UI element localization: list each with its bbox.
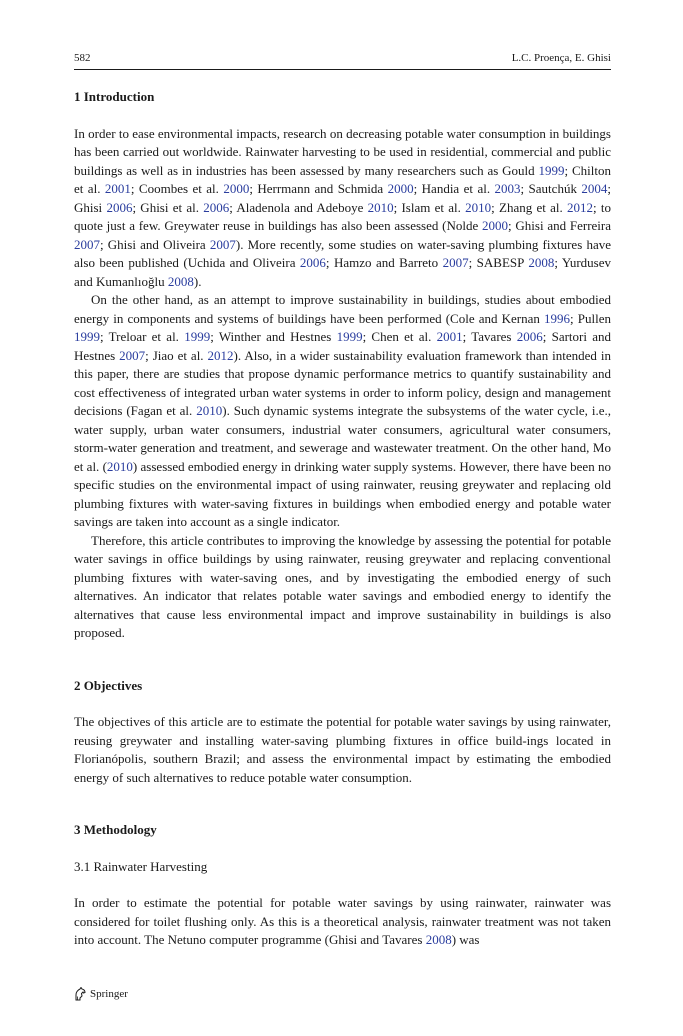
citation-link[interactable]: 1996 [544, 310, 571, 326]
publisher-name: Springer [90, 988, 128, 1000]
paragraph-intro-3: Therefore, this article contributes to improving the knowledge by assessing the potential for potable water savings in office buildings by using rainwater, reusing greywater and replacing conventional plumbing fixtures with water-saving ones, and by investigating the embodied energy of such alternatives. An indicator that relates potable water savings and embodied energy to identify the alternatives that cause less environmental impact and improve sustainability in buildings is also proposed. [74, 532, 611, 640]
running-header [74, 52, 611, 68]
subsection-heading-rainwater: 3.1 Rainwater Harvesting [74, 858, 208, 874]
citation-link[interactable]: 2010 [106, 458, 133, 474]
article-body [74, 88, 611, 950]
header-rule [74, 69, 611, 70]
page-number: 582 [74, 52, 91, 64]
citation-link[interactable]: 1999 [184, 329, 211, 344]
citation-link[interactable]: 2006 [516, 329, 543, 344]
citation-link[interactable]: 2001 [436, 329, 463, 344]
citation-link[interactable]: 2000 [387, 181, 414, 196]
citation-link[interactable]: 2001 [104, 181, 131, 196]
citation-link[interactable]: 2012 [207, 347, 234, 363]
section-heading-methodology: 3 Methodology [74, 822, 157, 837]
citation-link[interactable]: 2007 [74, 236, 100, 252]
citation-link[interactable]: 1999 [538, 162, 565, 178]
running-authors: L.C. Proença, E. Ghisi [511, 52, 611, 64]
section-heading-objectives: 2 Objectives [74, 677, 143, 693]
citation-link[interactable]: 2008 [425, 932, 452, 947]
citation-link[interactable]: 2004 [581, 181, 608, 196]
citation-link[interactable]: 2006 [299, 255, 326, 270]
citation-link[interactable]: 2006 [106, 199, 133, 215]
citation-link[interactable]: 2006 [203, 199, 230, 215]
citation-link[interactable]: 2000 [482, 218, 509, 233]
citation-link[interactable]: 2007 [119, 347, 146, 363]
citation-link[interactable]: 2007 [442, 255, 469, 270]
springer-horse-icon [74, 987, 87, 1001]
citation-link[interactable]: 2010 [196, 403, 223, 418]
citation-link[interactable]: 2008 [167, 273, 194, 289]
paragraph-intro-2: On the other hand, as an attempt to improve sustainability in buildings, studies about embodied energy in components and systems of buildings have been performed (Cole and Kernan 1996; Pullen 1999; Treloar et al. 1999; Winther and Hestnes 1999; Chen et al. 2001; Tavares 2006; Sartori and Hestnes 2007; Jiao et al. 2012). Also, in a wider sustainability evaluation framework than intended in this paper, there are studies that propose dynamic performance metrics to quantify sustainability and cost effectiveness of integrated urban water systems in order to inform policy, design and management decisions (Fagan et al. 2010). Such dynamic systems integrate the subsystems of the water cycle, i.e., water supply, urban water consumers, industrial water consumers, agricultural water consumers, storm-water generation and treatment, and sewerage and wastewater treatment. On the other hand, Mo et al. (2010) assessed embodied energy in drinking water supply systems. However, there have been no specific studies on the environmental impact of using rainwater, reusing greywater and replacing old plumbing fixtures with water-saving fixtures in buildings when embodied energy and potable water savings are taken into account as a single indicator. [74, 292, 611, 529]
citation-link[interactable]: 1999 [336, 329, 363, 344]
citation-link[interactable]: 2007 [209, 236, 236, 252]
citation-link[interactable]: 2010 [367, 199, 394, 215]
paragraph-intro-1: In order to ease environmental impacts, research on decreasing potable water consumption in buildings has been carried out worldwide. Rainwater harvesting to be used in residential, commercial and public buildings as well as in industries has been assessed by many researchers such as Gould 1999; Chilton et al. 2001; Coombes et al. 2000; Herrmann and Schmida 2000; Handia et al. 2003; Sautchúk 2004; Ghisi 2006; Ghisi et al. 2006; Aladenola and Adeboye 2010; Islam et al. 2010; Zhang et al. 2012; to quote just a few. Greywater reuse in buildings has also been assessed (Nolde 2000; Ghisi and Ferreira 2007; Ghisi and Oliveira 2007). More recently, some studies on water-saving plumbing fixtures have also been published (Uchida and Oliveira 2006; Hamzo and Barreto 2007; SABESP 2008; Yurdusev and Kumanlıoğlu 2008). [74, 125, 612, 289]
citation-link[interactable]: 2012 [567, 199, 594, 215]
citation-link[interactable]: 2008 [528, 255, 555, 270]
citation-link[interactable]: 1999 [74, 329, 100, 344]
paragraph-rainwater: In order to estimate the potential for potable water savings by using rainwater, rainwater was considered for toilet flushing only. As this is a theoretical analysis, rainwater treatment was not taken into account. The Netuno computer programme (Ghisi and Tavares 2008) was [74, 895, 611, 947]
citation-link[interactable]: 2010 [465, 199, 492, 215]
publisher-footer [74, 987, 128, 1001]
citation-link[interactable]: 2003 [494, 181, 521, 196]
citation-link[interactable]: 2000 [223, 181, 250, 196]
paragraph-objectives: The objectives of this article are to estimate the potential for potable water savings by using rainwater, reusing greywater and installing water-saving plumbing fixtures in office build-ings located in Florianópolis, southern Brazil; and assess the environmental impact by estimating the embodied energy of such alternatives to reduce potable water consumption. [74, 714, 611, 785]
section-heading-introduction: 1 Introduction [74, 89, 155, 104]
